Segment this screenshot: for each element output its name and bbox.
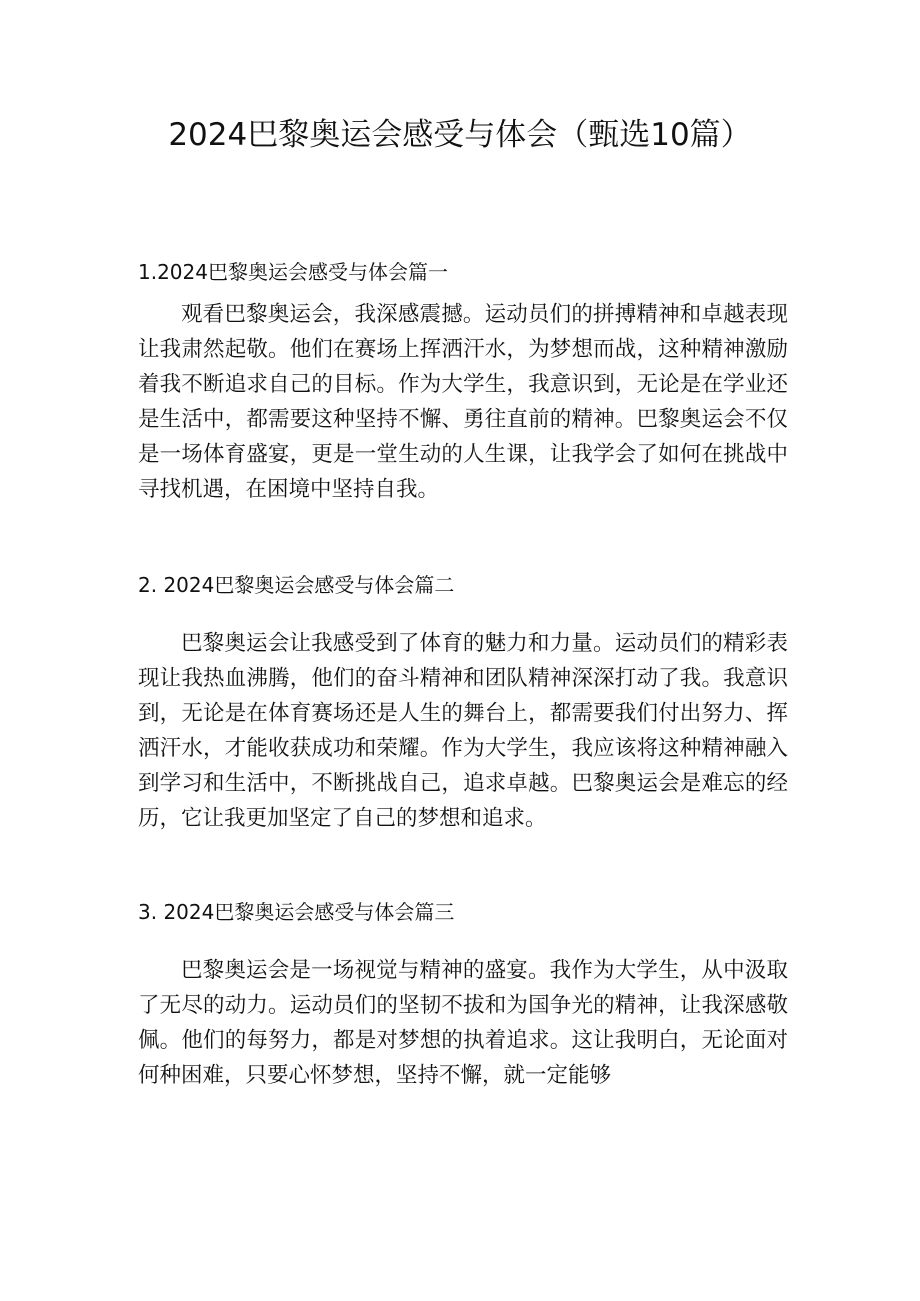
section-1-paragraph: 观看巴黎奥运会，我深感震撼。运动员们的拼搏精神和卓越表现让我肃然起敬。他们在赛场上挥洒汗水，为梦想而战，这种精神激励着我不断追求自己的目标。作为大学生，我意识到，无论是在学业还是生活中，都需要这种坚持不懈、勇往直前的精神。巴黎奥运会不仅是一场体育盛宴，更是一堂生动的人生课，让我学会了如何在挑战中寻找机遇，在困境中坚持自我。: [138, 302, 788, 502]
section-3-paragraph: 巴黎奥运会是一场视觉与精神的盛宴。我作为大学生，从中汲取了无尽的动力。运动员们的坚韧不拔和为国争光的精神，让我深感敬佩。他们的每努力，都是对梦想的执着追求。这让我明白，无论面对何种困难，只要心怀梦想，坚持不懈，就一定能够: [138, 958, 788, 1088]
section-3-heading: 3. 2024巴黎奥运会感受与体会篇三: [138, 900, 455, 924]
section-2: [138, 570, 788, 836]
section-1-heading: 1.2024巴黎奥运会感受与体会篇一: [138, 260, 448, 284]
section-2-paragraph: 巴黎奥运会让我感受到了体育的魅力和力量。运动员们的精彩表现让我热血沸腾，他们的奋斗精神和团队精神深深打动了我。我意识到，无论是在体育赛场还是人生的舞台上，都需要我们付出努力、挥洒汗水，才能收获成功和荣耀。作为大学生，我应该将这种精神融入到学习和生活中，不断挑战自己，追求卓越。巴黎奥运会是难忘的经历，它让我更加坚定了自己的梦想和追求。: [138, 631, 788, 831]
section-3: [138, 897, 788, 1093]
section-1: [138, 257, 788, 507]
section-2-heading: 2. 2024巴黎奥运会感受与体会篇二: [138, 573, 455, 597]
document-title: 2024巴黎奥运会感受与体会（甄选10篇）: [168, 117, 752, 153]
